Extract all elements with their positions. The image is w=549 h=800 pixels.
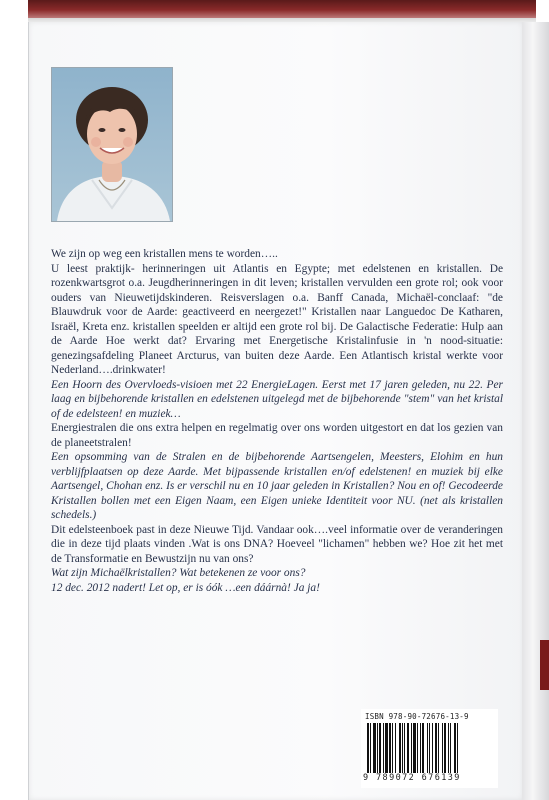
blurb-paragraph: U leest praktijk- herinneringen uit Atlantis en Egypte; met edelstenen en kristallen. De rozenkwartsgrot o.a. Jeugdherinneringen in dit leven; kristallen vervulden een grote rol; ook voor ouders van Nieuwetijdskinderen. Reisverslagen o.a. Banff Canada, Michaël-conclaaf: "de Blauwdruk voor de Aarde: geactiveerd en neergezet!" Kristallen naar Languedoc De Katharen, Israël, Kreta enz. kristallen speelden er altijd een grote rol bij. De Galactische Federatie: Hulp aan de Aarde Hoe werkt dat? Ervaring met Energetische Kristalinfusie in 'n nood-situatie: genezingsafdeling Planeet Arcturus, van buiten deze Aarde. Een Atlantisch kristal werkte voor Nederland….drinkwater! — [51, 262, 503, 376]
barcode-digits: 9 789072 676139 — [363, 773, 461, 783]
barcode-bars-icon — [365, 723, 494, 773]
blurb-paragraph: Een Hoorn des Overvloeds-visioen met 22 EnergieLagen. Eerst met 17 jaren geleden, nu 22. Per laag en bijbehorende kristallen en edelstenen uitgelegd met de bijbehorende "stem" van het kristal of de edelsteen! en muziek… — [51, 378, 503, 420]
blurb-paragraph: Dit edelsteenboek past in deze Nieuwe Tijd. Vandaar ook….veel informatie over de veranderingen die in deze tijd plaats vinden .Wat is ons DNA? Hoeveel "lichamen" hebben we? Hoe zit het met de Transformatie en Bewustzijn nu van ons? — [51, 523, 503, 565]
blurb-paragraph: Energiestralen die ons extra helpen en regelmatig over ons worden uitgestort en dat los gezien van de planeetstralen! — [51, 422, 503, 449]
isbn-label: ISBN 978-90-72676-13-9 — [365, 712, 469, 721]
spine-color-mark — [540, 640, 549, 690]
back-cover-blurb — [51, 247, 503, 595]
blurb-paragraph: Wat zijn Michaëlkristallen? Wat betekenen ze voor ons? — [51, 567, 306, 579]
blurb-paragraph: Een opsomming van de Stralen en de bijbehorende Aartsengelen, Meesters, Elohim en hun verblijfplaatsen op deze Aarde. Met bijpassende kristallen en/of edelstenen! en muziek bij elke Aartsengel, Chohan enz. Is er verschil nu en 10 jaar geleden in Kristallen? Nou en of! Gecodeerde Kristallen bollen met een Eigen Naam, een Eigen unieke Identiteit voor NU. (net als kristallen schedels.) — [51, 451, 503, 521]
blurb-paragraph: We zijn op weg een kristallen mens te worden….. — [51, 248, 278, 260]
isbn-barcode — [361, 709, 498, 788]
author-portrait-icon — [52, 68, 172, 221]
book-top-edge — [28, 0, 536, 20]
author-photo — [51, 67, 173, 222]
blurb-paragraph: 12 dec. 2012 nadert! Let op, er is óók …een dáárnà! Ja ja! — [51, 581, 320, 594]
